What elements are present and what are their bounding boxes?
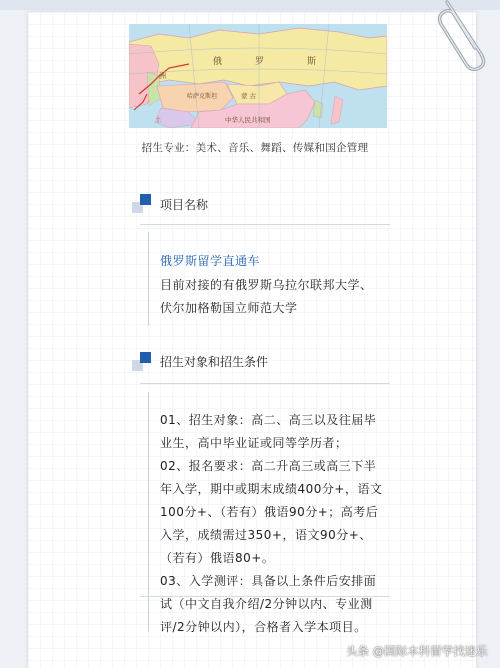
watermark: 头条 @国际本科留学找迷乐 xyxy=(346,644,488,658)
text-line: 02、报名要求：高二升高三或高三下半 xyxy=(160,459,377,473)
section-title-enrollment: 招生对象和招生条件 xyxy=(160,355,269,369)
map-label-russia-2: 罗 xyxy=(255,57,265,67)
section-marker-icon xyxy=(132,194,152,214)
project-highlight-text: 俄罗斯留学直通车 xyxy=(160,254,261,268)
project-highlight xyxy=(160,250,260,273)
text-line: 目前对接的有俄罗斯乌拉尔联邦大学、 xyxy=(160,278,373,292)
map-label-mongolia: 蒙 古 xyxy=(241,92,257,100)
map-label-china: 中华人民共和国 xyxy=(225,116,271,124)
section-title-project-name: 项目名称 xyxy=(160,198,209,212)
divider xyxy=(140,383,390,384)
map-label-russia-1: 俄 xyxy=(213,57,223,67)
text-line: 入学，成绩需过350+，语文90分+、 xyxy=(160,528,372,542)
text-line: （若有）俄语80+。 xyxy=(160,551,275,565)
map-image xyxy=(129,24,387,128)
map-label-russia-3: 斯 xyxy=(307,57,317,67)
map-label-left-2: 土 xyxy=(155,117,162,124)
text-line: 试（中文自我介绍/2分钟以内、专业测 xyxy=(160,597,373,611)
vertical-rule xyxy=(148,232,149,326)
text-line: 业生，高中毕业证或同等学历者； xyxy=(160,436,348,450)
text-line: 年入学，期中或期末成绩400分+，语文 xyxy=(160,482,383,496)
text-line: 03、入学测评：具备以上条件后安排面 xyxy=(160,574,377,588)
text-line: 伏尔加格勒国立师范大学 xyxy=(160,301,298,315)
enrollment-conditions xyxy=(160,409,382,639)
map-label-kazakhstan: 哈萨克斯坦 xyxy=(187,93,218,100)
text-line: 100分+、（若有）俄语90分+；高考后 xyxy=(160,505,379,519)
background-top xyxy=(0,0,500,10)
map-label-left-1: 洲 xyxy=(159,72,166,80)
section-marker-icon xyxy=(132,352,152,372)
paperclip-icon xyxy=(433,0,495,72)
divider xyxy=(140,224,390,225)
project-description xyxy=(160,274,373,320)
text-line: 评/2分钟以内），合格者入学本项目。 xyxy=(160,620,367,634)
text-line: 01、招生对象：高二、高三以及往届毕 xyxy=(160,413,377,427)
caption: 招生专业：美术、音乐、舞蹈、传媒和国企管理 xyxy=(141,142,369,154)
